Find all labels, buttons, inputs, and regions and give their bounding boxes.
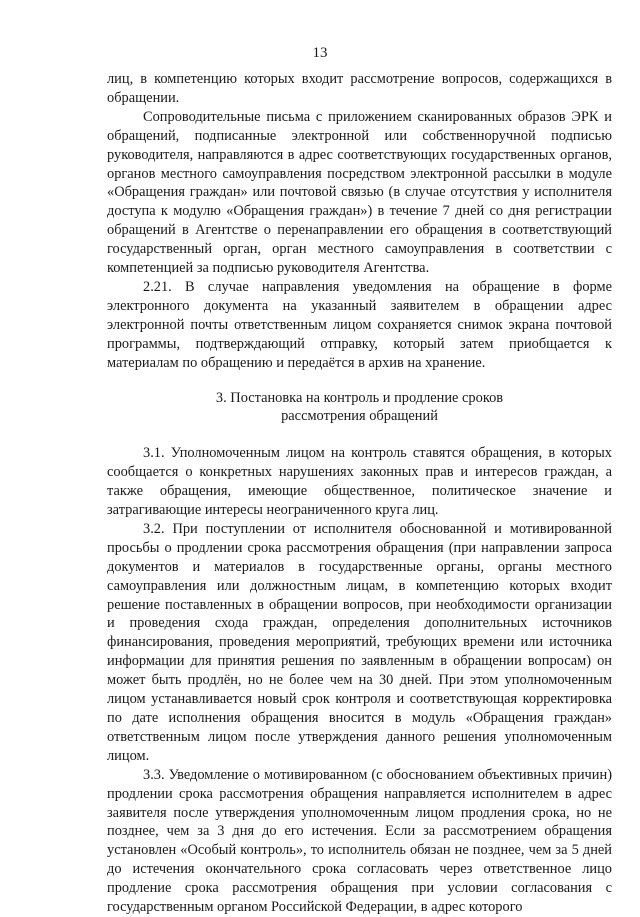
paragraph: 2.21. В случае направления уведомления на обращение в форме электронного документа на указанный заявителем в обращении адрес электронной почты ответственным лицом сохраняется снимок экрана почтовой программы, подтверждающий отправку, который затем приобщается к материалам по обращению и передаётся в архив на хранение. xyxy=(107,278,612,371)
paragraph: Сопроводительные письма с приложением сканированных образов ЭРК и обращений, подписанные электронной или собственноручной подписью руководителя, направляются в адрес соответствующих государственных органов, органов местного самоуправления посредством электронной рассылки в модуле «Обращения граждан» или почтовой связью (в случае отсутствия у исполнителя доступа к модулю «Обращения граждан») в течение 7 дней со дня регистрации обращений в Агентстве о перенаправлении его обращения в соответствующий государственный орган, орган местного самоуправления в соответствии с компетенцией за подписью руководителя Агентства. xyxy=(107,108,612,277)
section-heading-line: рассмотрения обращений xyxy=(281,408,438,425)
paragraph: 3.2. При поступлении от исполнителя обоснованной и мотивированной просьбы о продлении срока рассмотрения обращения (при направлении запроса документов и материалов в государственные органы, органы местного самоуправления или должностным лицам, в компетенцию которых входит решение поставленных в обращении вопросов, при необходимости организации и проведения схода граждан, определения дополнительных источников финансирования, проведения мероприятий, требующих времени или источника информации для принятия решения по заявленным в обращении вопросам) он может быть продлён, но не более чем на 30 дней. При этом уполномоченным лицом устанавливается новый срок контроля и соответствующая корректировка по дате исполнения обращения вносится в модуль «Обращения граждан» ответственным лицом после утверждения данного решения уполномоченным лицом. xyxy=(107,520,612,764)
section-heading-line: 3. Постановка на контроль и продление сроков xyxy=(215,389,504,406)
page-number: 13 xyxy=(312,45,328,61)
paragraph: 3.1. Уполномоченным лицом на контроль ставятся обращения, в которых сообщается о конкретных нарушениях законных прав и интересов граждан, а также обращения, имеющие общественное, политическое значение и затрагивающие интересы неограниченного круга лиц. xyxy=(107,445,612,519)
paragraph: лиц, в компетенцию которых входит рассмотрение вопросов, содержащихся в обращении. xyxy=(107,71,612,106)
paragraph: 3.3. Уведомление о мотивированном (с обоснованием объективных причин) продлении срока рассмотрения обращения направляется исполнителем в адрес заявителя после утверждения уполномоченным лицом продления срока, но не позднее, чем за 3 дня до его истечения. Если за рассмотрением обращения установлен «Особый контроль», то исполнитель обязан не позднее, чем за 5 дней до истечения окончательного срока согласовать через ответственное лицо продление срока рассмотрения обращения при условии согласования с государственным органом Российской Федерации, в адрес которого xyxy=(107,766,612,916)
section-heading xyxy=(107,389,612,427)
document-body xyxy=(107,70,612,917)
